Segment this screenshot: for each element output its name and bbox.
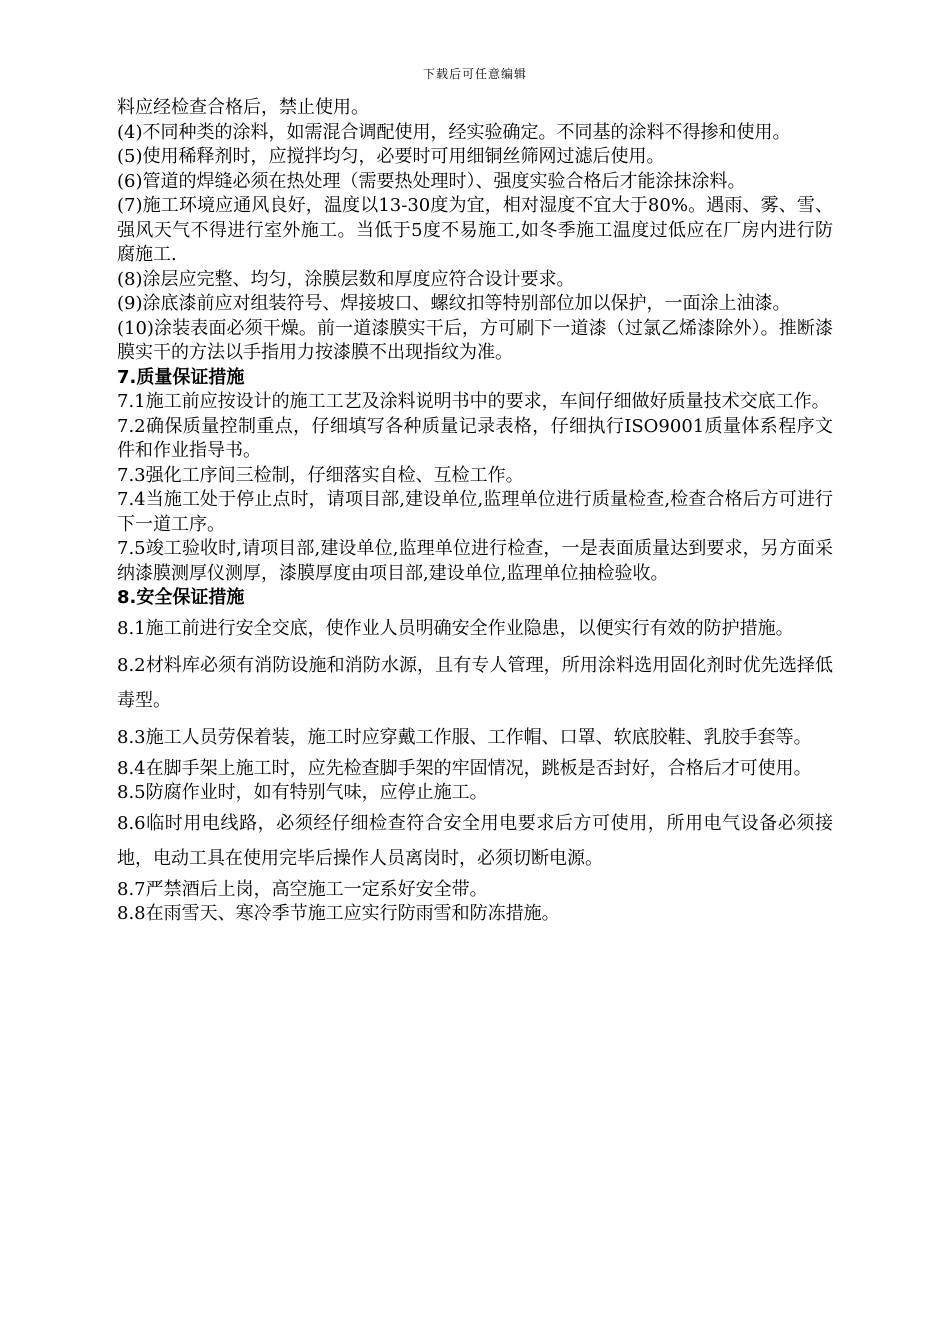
paragraph: 8.2材料库必须有消防设施和消防水源，且有专人管理，所用涂料选用固化剂时优先选择低毒型。 — [117, 654, 833, 711]
paragraph: 7.4当施工处于停止点时，请项目部,建设单位,监理单位进行质量检查,检查合格后方可进行下一道工序。 — [117, 489, 833, 535]
paragraph: 8.5防腐作业时，如有特别气味，应停止施工。 — [117, 782, 488, 803]
paragraph: 8.1施工前进行安全交底，使作业人员明确安全作业隐患，以便实行有效的防护措施。 — [117, 617, 794, 639]
paragraph: 8.8在雨雪天、寒冷季节施工应实行防雨雪和防冻措施。 — [117, 903, 560, 924]
paragraph: (6)管道的焊缝必须在热处理（需要热处理时）、强度实验合格后才能涂抹涂料。 — [117, 170, 746, 192]
paragraph: (4)不同种类的涂料，如需混合调配使用，经实验确定。不同基的涂料不得掺和使用。 — [117, 121, 791, 143]
paragraph: 8.4在脚手架上施工时，应先检查脚手架的牢固情况，跳板是否封好，合格后才可使用。 — [117, 757, 812, 779]
section-heading-quality: 7.质量保证措施 — [117, 366, 245, 388]
paragraph: (8)涂层应完整、均匀，涂膜层数和厚度应符合设计要求。 — [117, 268, 575, 290]
paragraph: 8.6临时用电线路，必须经仔细检查符合安全用电要求后方可使用，所用电气设备必须接地，电动工具在使用完毕后操作人员离岗时，必须切断电源。 — [117, 812, 833, 869]
paragraph: (9)涂底漆前应对组装符号、焊接坡口、螺纹扣等特别部位加以保护，一面涂上油漆。 — [117, 293, 791, 314]
paragraph: 8.7严禁酒后上岗，高空施工一定系好安全带。 — [117, 878, 488, 900]
section-heading-safety: 8.安全保证措施 — [117, 587, 245, 608]
paragraph: 7.5竣工验收时,请项目部,建设单位,监理单位进行检查，一是表面质量达到要求，另方面采纳漆膜测厚仪测厚，漆膜厚度由项目部,建设单位,监理单位抽检验收。 — [117, 538, 833, 584]
paragraph: 7.1施工前应按设计的施工工艺及涂料说明书中的要求，车间仔细做好质量技术交底工作。 — [117, 391, 830, 412]
page-header: 下载后可任意编辑 — [422, 67, 527, 81]
paragraph: 7.2确保质量控制重点，仔细填写各种质量记录表格，仔细执行ISO9001质量体系程序文件和作业指导书。 — [117, 415, 833, 461]
paragraph: 7.3强化工序间三检制，仔细落实自检、互检工作。 — [117, 464, 524, 486]
paragraph: 料应经检查合格后，禁止使用。 — [117, 97, 369, 118]
paragraph: (5)使用稀释剂时，应搅拌均匀，必要时可用细铜丝筛网过滤后使用。 — [117, 146, 665, 167]
document-body — [117, 96, 833, 927]
paragraph: (7)施工环境应通风良好，温度以13-30度为宜，相对湿度不宜大于80%。遇雨、雾、雪、强风天气不得进行室外施工。当低于5度不易施工,如冬季施工温度过低应在厂房内进行防腐施工. — [117, 195, 833, 265]
paragraph: (10)涂装表面必须干燥。前一道漆膜实干后，方可刷下一道漆（过氯乙烯漆除外）。推断漆膜实干的方法以手指用力按漆膜不出现指纹为准。 — [117, 317, 833, 363]
paragraph: 8.3施工人员劳保着装，施工时应穿戴工作服、工作帽、口罩、软底胶鞋、乳胶手套等。 — [117, 726, 812, 748]
